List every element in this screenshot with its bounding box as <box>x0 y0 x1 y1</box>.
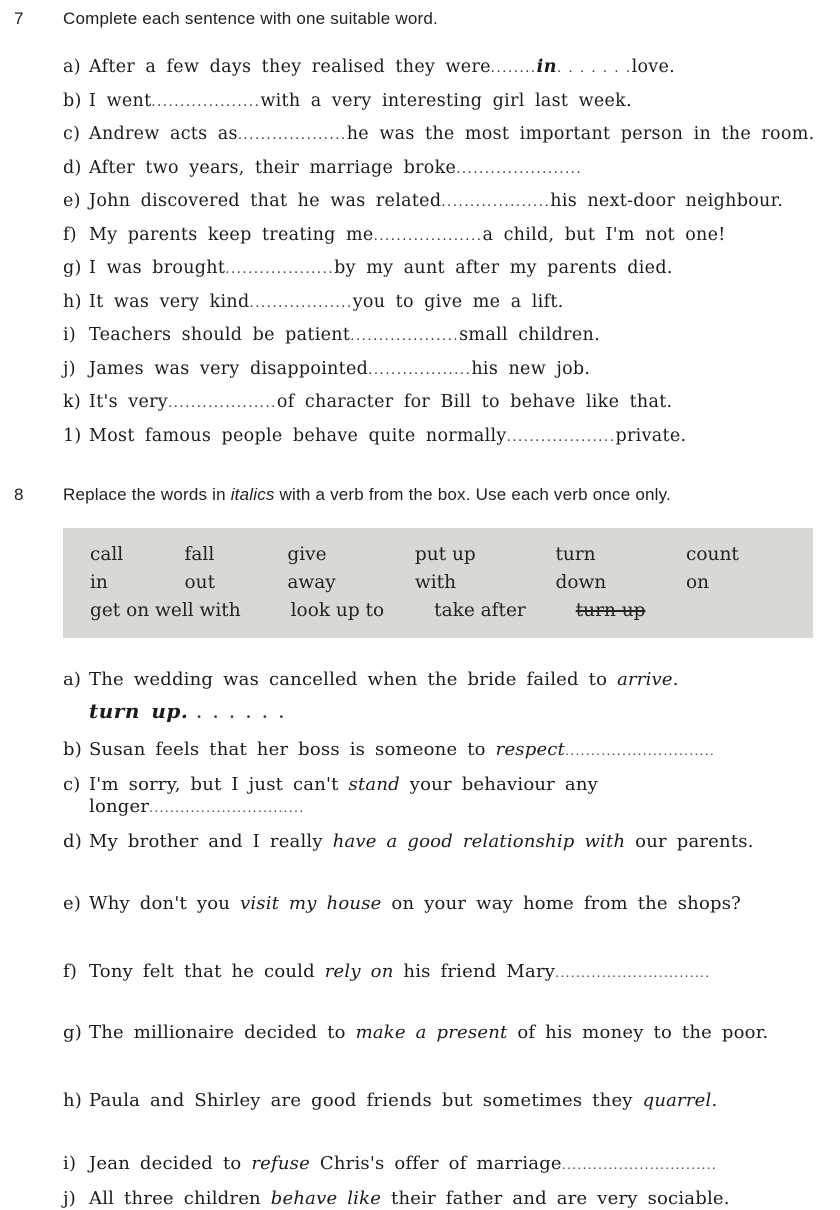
sentence-text: The wedding was cancelled when the bride failed to <box>89 668 618 690</box>
sentence-body <box>89 258 822 280</box>
italic-phrase: italics <box>230 484 275 504</box>
sentence-line <box>89 392 822 414</box>
sentence-text: their father and are very sociable. <box>381 1187 730 1209</box>
sentence-text: My brother and I really <box>89 830 333 852</box>
sentence-line <box>89 1022 822 1044</box>
dotted-blank: ................... <box>441 195 551 210</box>
sentence-text: All three children <box>89 1187 271 1209</box>
sentence-item <box>63 57 822 79</box>
sentence-text: It's very <box>89 392 168 412</box>
sentence-text: My parents keep treating me <box>89 224 374 245</box>
sentence-text: Susan feels that her boss is someone to <box>89 738 496 760</box>
sentence-text: I was brought <box>89 258 226 278</box>
item-label: g) <box>63 1021 82 1043</box>
exercise-8-header <box>14 484 822 506</box>
sentence-body <box>89 359 822 381</box>
sentence-text: It was very kind <box>89 291 250 312</box>
sentence-item <box>63 392 822 414</box>
item-label: e) <box>63 892 82 914</box>
sentence-text: Teachers should be patient <box>89 325 351 345</box>
sentence-body <box>89 961 822 984</box>
sentence-body <box>89 158 822 180</box>
item-label: d) <box>63 157 82 178</box>
handwritten-answer: turn up. <box>89 698 189 723</box>
sentence-text: . <box>672 668 679 690</box>
sentence-body <box>89 1090 822 1112</box>
sentence-text: love. <box>631 57 676 77</box>
sentence-line <box>89 91 822 113</box>
sentence-item <box>63 426 822 448</box>
italic-phrase: stand <box>348 773 400 795</box>
sentence-line <box>89 57 822 79</box>
item-label: b) <box>63 738 82 760</box>
exercise-8-number: 8 <box>14 484 24 504</box>
sentence-body <box>89 1022 822 1044</box>
sentence-body <box>89 57 822 79</box>
sentence-body <box>89 91 822 113</box>
sentence-line <box>89 1090 822 1112</box>
item-label: f) <box>63 224 77 245</box>
dotted-blank: ................... <box>237 128 347 143</box>
sentence-text: The millionaire decided to <box>89 1021 356 1043</box>
sentence-item <box>63 359 822 381</box>
sentence-line <box>89 774 822 819</box>
italic-phrase: have a good relationship with <box>332 830 626 852</box>
sentence-line <box>89 739 822 762</box>
sentence-text: Replace the words in <box>63 484 231 504</box>
verb-box-row <box>90 597 803 625</box>
sentence-body <box>89 191 822 213</box>
dotted-blank: ................... <box>168 396 277 411</box>
item-label: d) <box>63 830 82 852</box>
sentence-body <box>89 325 822 347</box>
dotted-blank: .................. <box>368 362 472 378</box>
item-label: j) <box>63 1187 77 1209</box>
italic-phrase: make a present <box>355 1021 508 1043</box>
verb-option: give away <box>287 543 336 593</box>
dotted-blank: . . . . . . . <box>557 61 632 76</box>
sentence-line <box>89 359 822 381</box>
sentence-item <box>63 124 822 146</box>
sentence-text: you to give me a lift. <box>352 291 564 312</box>
exercise-7-header <box>14 8 822 30</box>
italic-phrase: rely on <box>324 960 394 982</box>
dotted-blank: ................... <box>151 94 261 110</box>
sentence-line <box>89 426 822 448</box>
dotted-blank: .................. <box>249 295 353 311</box>
sentence-text: Chris's offer of marriage <box>309 1152 562 1174</box>
sentence-item <box>63 739 822 762</box>
italic-phrase: arrive <box>617 668 673 690</box>
sentence-text: Most famous people behave quite normally <box>89 425 507 446</box>
verb-option: look up to <box>290 599 385 621</box>
item-label: c) <box>63 773 81 795</box>
sentence-line <box>89 1153 822 1176</box>
sentence-body <box>89 392 822 414</box>
sentence-text: his next-door neighbour. <box>550 191 784 211</box>
sentence-item <box>63 191 822 213</box>
sentence-item <box>63 225 822 247</box>
dotted-blank: ................... <box>373 228 483 244</box>
exercise-8-section <box>14 484 822 1210</box>
sentence-text: with a very interesting girl last week. <box>260 90 632 111</box>
dotted-blank: .............................. <box>561 1156 717 1172</box>
sentence-body <box>89 1188 822 1210</box>
dotted-blank: ............................. <box>565 742 716 758</box>
dotted-blank: ................... <box>225 262 335 277</box>
dotted-blank: .............................. <box>149 799 305 815</box>
exercise-7-title: Complete each sentence with one suitable word. <box>63 9 438 28</box>
sentence-body <box>89 426 822 448</box>
sentence-item <box>63 774 822 819</box>
sentence-line <box>89 158 822 180</box>
italic-phrase: visit my house <box>239 892 382 914</box>
written-answer-line <box>89 700 822 724</box>
sentence-text: your behaviour any longer <box>89 773 598 817</box>
sentence-item <box>63 961 822 984</box>
sentence-text: I went <box>89 90 152 111</box>
sentence-item <box>63 91 822 113</box>
sentence-body <box>89 669 822 727</box>
dotted-blank: . . . . . . <box>188 703 287 722</box>
exercise-8-title <box>63 484 822 506</box>
sentence-item <box>63 1090 822 1112</box>
sentence-item <box>63 1153 822 1176</box>
dotted-blank: ...................... <box>456 161 583 177</box>
sentence-text: Paula and Shirley are good friends but sometimes they <box>89 1089 643 1111</box>
item-label: a) <box>63 668 82 690</box>
verb-option: fall out <box>184 543 216 593</box>
sentence-text: Jean decided to <box>89 1152 252 1174</box>
sentence-text: Tony felt that he could <box>89 960 325 982</box>
item-label: 1) <box>63 425 82 446</box>
verb-box <box>63 528 813 638</box>
sentence-body <box>89 831 822 853</box>
sentence-text: our parents. <box>625 830 754 852</box>
sentence-body <box>89 774 822 819</box>
italic-phrase: quarrel <box>642 1089 712 1111</box>
sentence-text: James was very disappointed <box>89 358 369 379</box>
sentence-text: by my aunt after my parents died. <box>334 258 673 278</box>
italic-phrase: respect <box>495 738 566 760</box>
sentence-line <box>89 191 822 213</box>
item-label: i) <box>63 325 77 345</box>
sentence-item <box>63 258 822 280</box>
dotted-blank: ................... <box>506 429 616 445</box>
sentence-item <box>63 1188 822 1210</box>
exercise-7-section <box>14 8 822 448</box>
verb-option: put up with <box>414 543 476 593</box>
verb-option-used: turn up <box>575 599 646 621</box>
sentence-text: small children. <box>459 325 600 345</box>
sentence-line <box>89 893 822 915</box>
sentence-text: I'm sorry, but I just can't <box>89 773 349 795</box>
sentence-item <box>63 325 822 347</box>
sentence-text: of his money to the poor. <box>507 1021 769 1043</box>
verb-option: turn down <box>555 543 607 593</box>
sentence-text: his new job. <box>471 358 591 379</box>
sentence-text: Andrew acts as <box>89 124 238 144</box>
sentence-line <box>89 258 822 280</box>
sentence-line <box>89 831 822 853</box>
dotted-blank: ........ <box>490 61 537 76</box>
item-label: a) <box>63 57 81 77</box>
sentence-text: After a few days they realised they were <box>89 57 491 77</box>
item-label: c) <box>63 124 81 144</box>
sentence-line <box>89 124 822 146</box>
sentence-text: his friend Mary <box>393 960 556 982</box>
sentence-text: After two years, their marriage broke <box>89 157 457 178</box>
sentence-text: on your way home from the shops? <box>381 892 741 914</box>
item-label: i) <box>63 1152 77 1174</box>
sentence-text: John discovered that he was related <box>89 191 442 211</box>
exercise-7-item-list <box>14 57 822 448</box>
sentence-line <box>89 225 822 247</box>
item-label: f) <box>63 960 78 982</box>
sentence-text: he was the most important person in the room. <box>346 124 815 144</box>
handwritten-answer: in <box>536 57 558 77</box>
sentence-text: with a verb from the box. Use each verb once only. <box>274 484 671 504</box>
sentence-line <box>89 669 822 691</box>
sentence-text: . <box>711 1089 718 1111</box>
sentence-item <box>63 292 822 314</box>
italic-phrase: refuse <box>251 1152 310 1174</box>
sentence-line <box>89 961 822 984</box>
exercise-7-number: 7 <box>14 9 24 28</box>
italic-phrase: behave like <box>270 1187 382 1209</box>
dotted-blank: ................... <box>350 329 460 344</box>
sentence-text: a child, but I'm not one! <box>482 224 726 245</box>
sentence-line <box>89 325 822 347</box>
verb-option: count on <box>686 543 739 593</box>
item-label: j) <box>63 358 76 379</box>
dotted-blank: .............................. <box>555 964 711 980</box>
sentence-body <box>89 739 822 762</box>
item-label: b) <box>63 90 82 111</box>
item-label: g) <box>63 258 82 278</box>
verb-option: call in <box>90 543 124 593</box>
sentence-line <box>89 1188 822 1210</box>
sentence-text: private. <box>615 425 687 446</box>
item-label: h) <box>63 291 82 312</box>
sentence-text: of character for Bill to behave like that. <box>276 392 673 412</box>
sentence-body <box>89 1153 822 1176</box>
sentence-body <box>89 124 822 146</box>
item-label: h) <box>63 1089 83 1111</box>
verb-option: get on well with <box>90 599 241 621</box>
sentence-body <box>89 292 822 314</box>
item-label: e) <box>63 191 81 211</box>
sentence-body <box>89 893 822 915</box>
sentence-item <box>63 669 822 727</box>
sentence-item <box>63 893 822 915</box>
sentence-item <box>63 831 822 853</box>
sentence-text: Why don't you <box>89 892 240 914</box>
sentence-line <box>89 292 822 314</box>
item-label: k) <box>63 392 82 412</box>
exercise-8-item-list <box>14 669 822 1210</box>
sentence-item <box>63 158 822 180</box>
verb-option: take after <box>434 599 526 621</box>
verb-box-row <box>90 541 803 597</box>
sentence-body <box>89 225 822 247</box>
sentence-item <box>63 1022 822 1044</box>
